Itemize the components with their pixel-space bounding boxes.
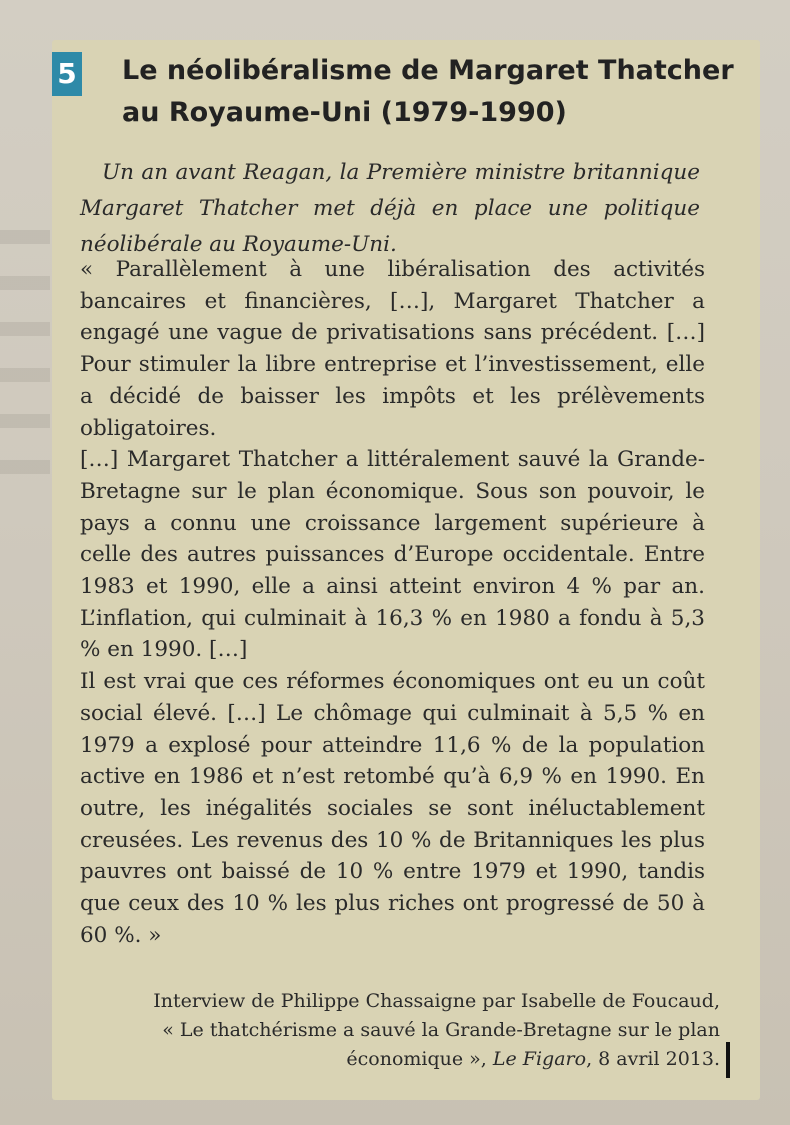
quote-paragraph-2: […] Margaret Thatcher a littéralement sauvé la Grande-Bretagne sur le plan économique. Sous son pouvoir, le pays a connu une croissance largement supérieure à celle des autres puissances d’Europe occidentale. Entre 1983 et 1990, elle a ainsi atteint environ 4 % par an. L’inflation, qui culminait à 16,3 % en 1980 a fondu à 5,3 % en 1990. […] <box>80 447 705 663</box>
quote-paragraph-1: « Parallèlement à une libéralisation des activités bancaires et financières, […], Margaret Thatcher a engagé une vague de privatisations sans précédent. […] Pour stimuler la libre entreprise et l’investissement, elle a décidé de baisser les impôts et les prélèvements obligatoires. <box>80 257 705 441</box>
quote-paragraph-3: Il est vrai que ces réformes économiques ont eu un coût social élevé. […] Le chômage qui culminait à 5,5 % en 1979 a explosé pour atteindre 11,6 % de la population active en 1986 et n’est retombé qu’à 6,9 % en 1990. En outre, les inégalités sociales se sont inéluctablement creusées. Les revenus des 10 % de Britanniques les plus pauvres ont baissé de 10 % entre 1979 et 1990, tandis que ceux des 10 % les plus riches ont progressé de 50 à 60 %. » <box>80 669 705 948</box>
facing-page-shadow <box>0 230 50 490</box>
document-number-badge: 5 <box>52 52 82 96</box>
source-date: , 8 avril 2013. <box>586 1048 720 1070</box>
source-citation <box>100 987 720 1074</box>
quotation-body <box>80 254 705 951</box>
title-line-1: Le néolibéralisme de Margaret Thatcher <box>122 55 734 86</box>
intro-text: Un an avant Reagan, la Première ministre britannique Margaret Thatcher met déjà en place une politique néolibérale au Royaume-Uni. <box>80 160 700 257</box>
source-publication: Le Figaro <box>492 1048 587 1070</box>
source-article: « Le thatchérisme a sauvé la Grande-Bretagne sur le plan économique », <box>162 1019 720 1070</box>
source-author: Interview de Philippe Chassaigne par Isabelle de Foucaud, <box>153 990 720 1012</box>
title-line-2: au Royaume-Uni (1979-1990) <box>122 97 567 128</box>
document-title <box>122 50 742 134</box>
corner-mark <box>726 1042 730 1078</box>
